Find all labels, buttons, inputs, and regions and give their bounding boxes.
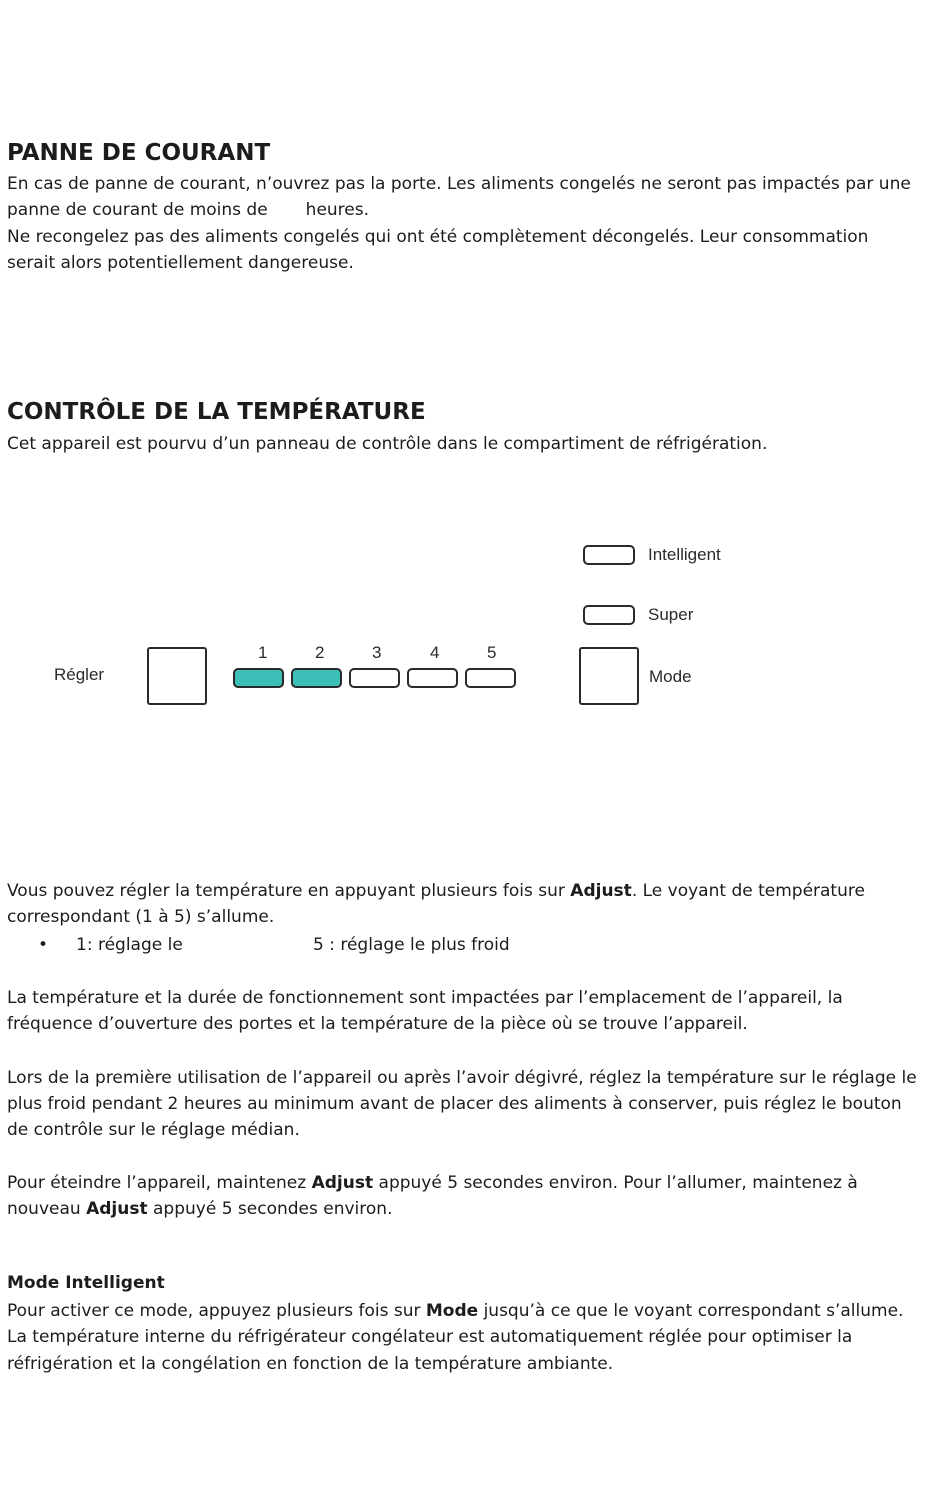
power-failure-line-3: Ne recongelez pas des aliments congelés qui ont été complètement décongelés. Leur consommation <box>7 227 869 247</box>
power-off-line-1 <box>7 1170 858 1197</box>
super-indicator <box>583 605 635 625</box>
intelligent-mode-line-1 <box>7 1298 903 1325</box>
power-off-text-3: nouveau <box>7 1199 87 1219</box>
first-use-line-2: plus froid pendant 2 heures au minimum avant de placer des aliments à conserver, puis réglez le bouton <box>7 1094 902 1114</box>
first-use-line-3: de contrôle sur le réglage médian. <box>7 1120 300 1140</box>
adjust-paragraph-line-1 <box>7 878 865 905</box>
led-number-4: 4 <box>430 643 440 662</box>
placement-line-2: fréquence d’ouverture des portes et la température de la pièce où se trouve l’appareil. <box>7 1014 748 1034</box>
placement-line-1: La température et la durée de fonctionnement sont impactées par l’emplacement de l’appareil, la <box>7 988 843 1008</box>
power-off-line-2 <box>7 1196 392 1223</box>
power-off-adjust-2: Adjust <box>86 1199 148 1219</box>
power-failure-heading: PANNE DE COURANT <box>7 140 271 166</box>
led-number-5: 5 <box>487 643 497 662</box>
intelligent-indicator <box>583 545 635 565</box>
temperature-control-intro: Cet appareil est pourvu d’un panneau de contrôle dans le compartiment de réfrigération. <box>7 434 768 454</box>
intelligent-mode-line-3: réfrigération et la congélation en fonction de la température ambiante. <box>7 1354 614 1374</box>
super-label: Super <box>648 605 694 624</box>
power-off-text-1: Pour éteindre l’appareil, maintenez <box>7 1173 312 1193</box>
temperature-led-5 <box>465 668 516 688</box>
power-off-text-2: appuyé 5 secondes environ. Pour l’allumer, maintenez à <box>373 1173 858 1193</box>
adjust-button[interactable] <box>147 647 207 705</box>
power-off-text-4: appuyé 5 secondes environ. <box>147 1199 393 1219</box>
power-failure-line-4: serait alors potentiellement dangereuse. <box>7 253 354 273</box>
temperature-control-heading: CONTRÔLE DE LA TEMPÉRATURE <box>7 399 426 425</box>
adjust-keyword: Adjust <box>570 881 632 901</box>
led-number-1: 1 <box>258 643 268 662</box>
bullet-dot: • <box>38 935 49 955</box>
adjust-paragraph-line-2: correspondant (1 à 5) s’allume. <box>7 907 275 927</box>
temperature-led-2 <box>291 668 342 688</box>
mode-label: Mode <box>649 667 692 686</box>
temperature-led-1 <box>233 668 284 688</box>
intelligent-mode-text-2: jusqu’à ce que le voyant correspondant s’allume. <box>478 1301 904 1321</box>
power-failure-line-1: En cas de panne de courant, n’ouvrez pas la porte. Les aliments congelés ne seront pas impactés par une <box>7 174 911 194</box>
intelligent-mode-line-2: La température interne du réfrigérateur congélateur est automatiquement réglée pour optimiser la <box>7 1327 853 1347</box>
led-number-3: 3 <box>372 643 382 662</box>
first-use-line-1: Lors de la première utilisation de l’appareil ou après l’avoir dégivré, réglez la température sur le réglage le <box>7 1068 917 1088</box>
intelligent-mode-text-1: Pour activer ce mode, appuyez plusieurs fois sur <box>7 1301 426 1321</box>
power-failure-line-2-end: heures. <box>305 200 370 220</box>
mode-button[interactable] <box>579 647 639 705</box>
temperature-led-4 <box>407 668 458 688</box>
power-failure-line-2-start: panne de courant de moins de <box>7 200 268 220</box>
adjust-text-start: Vous pouvez régler la température en appuyant plusieurs fois sur <box>7 881 571 901</box>
temperature-led-3 <box>349 668 400 688</box>
adjust-label: Régler <box>54 665 105 684</box>
led-number-2: 2 <box>315 643 325 662</box>
power-off-adjust-1: Adjust <box>311 1173 374 1193</box>
power-failure-line-2 <box>7 197 369 224</box>
intelligent-label: Intelligent <box>648 545 721 564</box>
adjust-text-end: . Le voyant de température <box>631 881 865 901</box>
intelligent-mode-heading: Mode Intelligent <box>7 1273 165 1293</box>
bullet-warmest: 1: réglage le <box>76 935 183 955</box>
mode-keyword: Mode <box>425 1301 479 1321</box>
bullet-coldest: 5 : réglage le plus froid <box>313 935 510 955</box>
